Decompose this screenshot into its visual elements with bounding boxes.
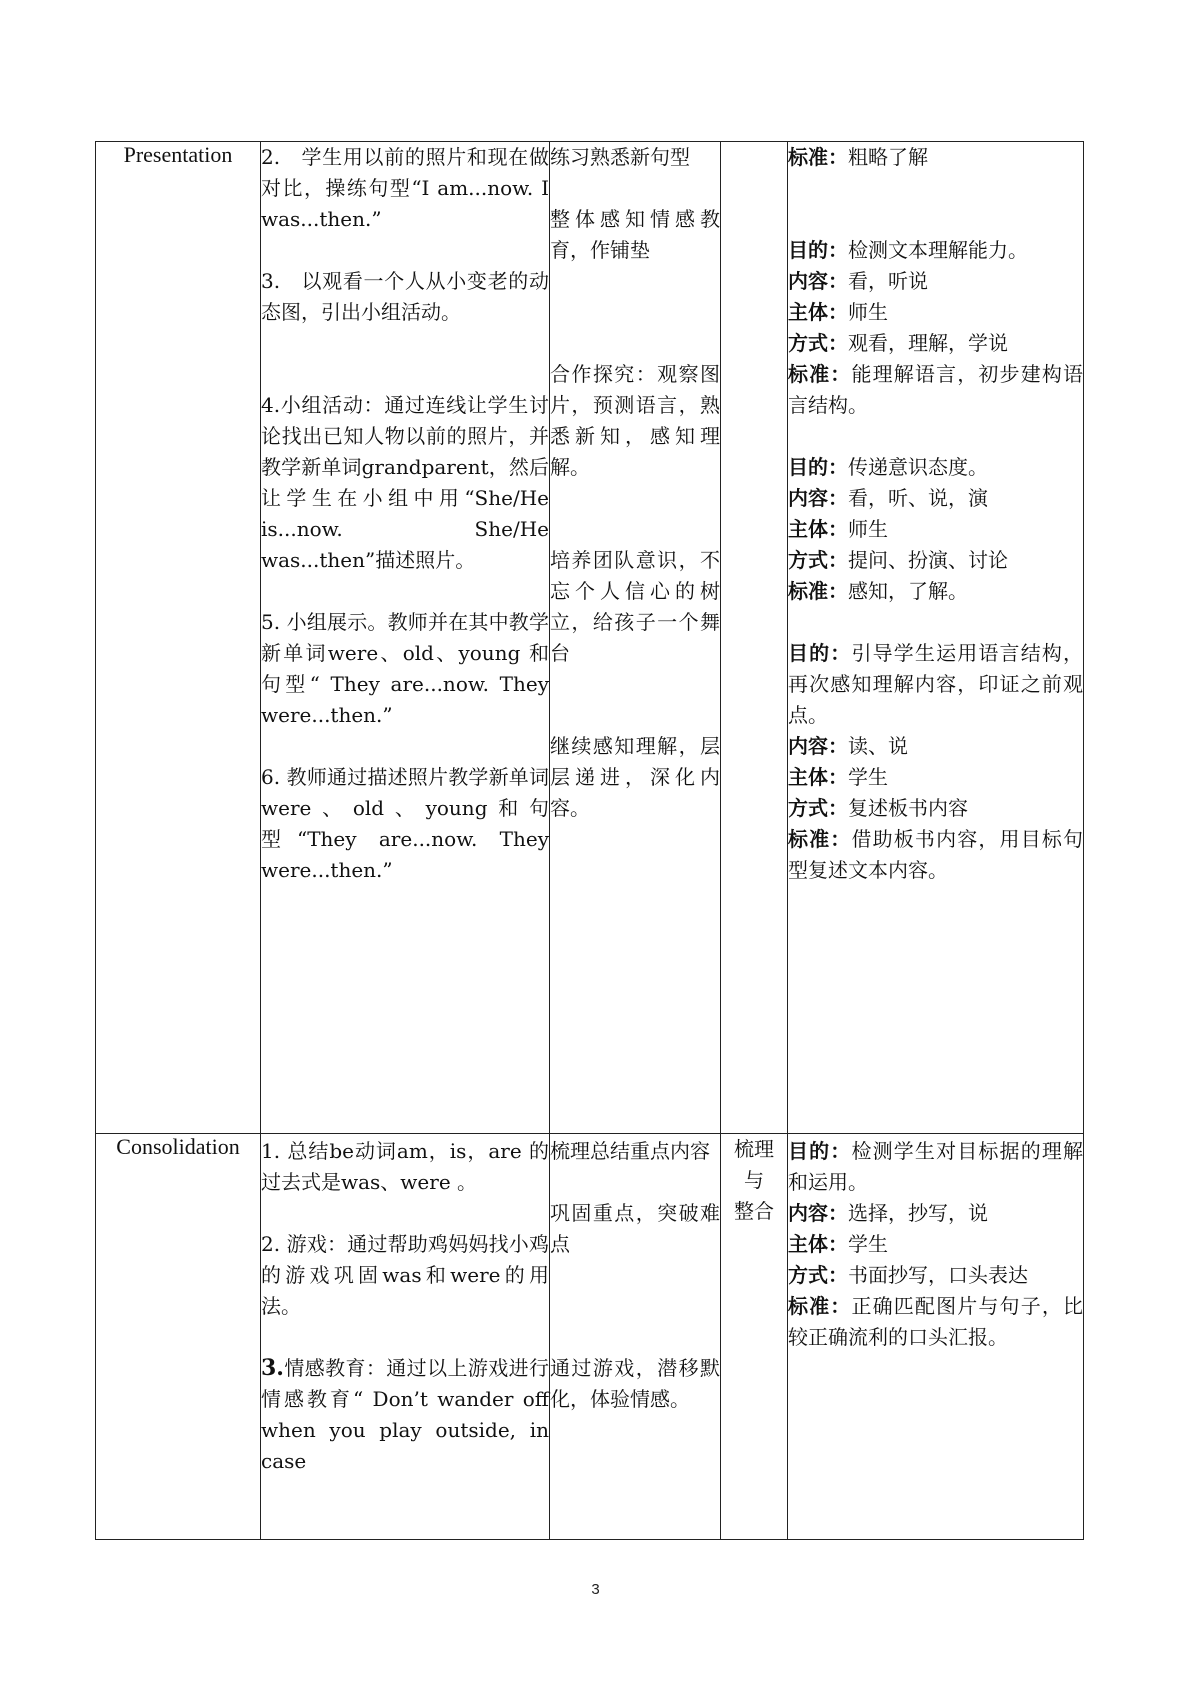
stage-label: Consolidation (116, 1134, 240, 1159)
eval-label: 内容： (788, 734, 848, 758)
eval-block (788, 638, 1083, 886)
purpose-item: 整体感知情感教育，作铺垫 (550, 207, 720, 262)
purpose-item: 通过游戏，潜移默化，体验情感。 (550, 1356, 720, 1411)
eval-value: 感知，了解。 (848, 579, 968, 603)
purpose-item: 继续感知理解，层层递进，深化内容。 (550, 734, 720, 820)
eval-label: 标准： (788, 362, 852, 386)
evaluation-cell (788, 1134, 1084, 1540)
eval-label: 目的： (788, 641, 852, 665)
activity-item: 2. 学生用以前的照片和现在做对比，操练句型“I am...now. I was...then.” (261, 145, 549, 231)
page-number: 3 (591, 1581, 600, 1598)
eval-value: 选择，抄写，说 (848, 1201, 988, 1225)
eval-block (788, 1136, 1083, 1353)
eval-value: 提问、扮演、讨论 (848, 548, 1008, 572)
eval-value: 传递意识态度。 (848, 455, 988, 479)
eval-block (788, 235, 1083, 421)
activity-item: 5. 小组展示。教师并在其中教学新单词were、old、young 和句型“ They are...now. They were...then.” (261, 610, 549, 727)
activities-cell (261, 1134, 550, 1540)
purpose-item: 合作探究：观察图片，预测语言，熟悉新知，感知理解。 (550, 362, 720, 479)
eval-value: 学生 (848, 765, 888, 789)
stage-label: Presentation (123, 142, 233, 167)
activity-item: 4.小组活动：通过连线让学生讨论找出已知人物以前的照片，并教学新单词grandparent，然后让学生在小组中用“She/He is...now. She/He was...then”描述照片。 (261, 393, 549, 572)
lesson-plan-table (95, 141, 1084, 1540)
purpose-item: 培养团队意识，不忘个人信心的树立，给孩子一个舞台 (550, 548, 720, 665)
dimension-text: 与 (744, 1168, 764, 1192)
eval-value: 检测文本理解能力。 (848, 238, 1028, 262)
eval-value: 检测学生对目标据的理解和运用。 (788, 1139, 1084, 1194)
purpose-item: 练习熟悉新句型 (550, 145, 690, 169)
eval-value: 学生 (848, 1232, 888, 1256)
eval-value: 借助板书内容，用目标句型复述文本内容。 (788, 827, 1084, 882)
dimension-cell (721, 142, 788, 1134)
eval-value: 引导学生运用语言结构，再次感知理解内容，印证之前观点。 (788, 641, 1084, 727)
activity-number: 3. (261, 1355, 284, 1381)
eval-label: 标准： (788, 145, 848, 169)
table-row (96, 142, 1084, 1134)
eval-value: 看，听说 (848, 269, 928, 293)
eval-value: 师生 (848, 300, 888, 324)
eval-label: 目的： (788, 1139, 852, 1163)
eval-label: 目的： (788, 238, 848, 262)
eval-label: 主体： (788, 1232, 848, 1256)
activity-item (261, 1353, 549, 1477)
eval-value: 读、说 (848, 734, 908, 758)
activity-item: 3. 以观看一个人从小变老的动态图，引出小组活动。 (261, 269, 549, 324)
purpose-cell (550, 142, 721, 1134)
stage-cell (96, 142, 261, 1134)
eval-label: 目的： (788, 455, 848, 479)
eval-label: 主体： (788, 300, 848, 324)
eval-value: 观看，理解，学说 (848, 331, 1008, 355)
eval-value: 书面抄写，口头表达 (848, 1263, 1028, 1287)
eval-label: 主体： (788, 517, 848, 541)
eval-label: 内容： (788, 1201, 848, 1225)
activity-item: 2. 游戏：通过帮助鸡妈妈找小鸡的游戏巩固was和were的用法。 (261, 1232, 549, 1318)
eval-label: 标准： (788, 579, 848, 603)
evaluation-cell (788, 142, 1084, 1134)
activity-text: 情感教育：通过以上游戏进行情感教育“ Don’t wander off when you play outside, in case (261, 1356, 549, 1473)
dimension-text: 整合 (734, 1199, 774, 1223)
eval-label: 方式： (788, 796, 848, 820)
activity-item: 1. 总结be动词am，is，are 的过去式是was、were 。 (261, 1139, 549, 1194)
purpose-cell (550, 1134, 721, 1540)
eval-value: 粗略了解 (848, 145, 928, 169)
stage-cell (96, 1134, 261, 1540)
eval-block (788, 452, 1083, 607)
eval-label: 主体： (788, 765, 848, 789)
eval-label: 标准： (788, 1294, 852, 1318)
purpose-item: 梳理总结重点内容 (550, 1139, 710, 1163)
dimension-text: 梳理 (734, 1137, 774, 1161)
eval-label: 内容： (788, 269, 848, 293)
eval-value: 能理解语言，初步建构语言结构。 (788, 362, 1084, 417)
eval-value: 师生 (848, 517, 888, 541)
dimension-cell (721, 1134, 788, 1540)
eval-value: 正确匹配图片与句子，比较正确流利的口头汇报。 (788, 1294, 1084, 1349)
eval-label: 方式： (788, 331, 848, 355)
eval-value: 复述板书内容 (848, 796, 968, 820)
eval-label: 方式： (788, 548, 848, 572)
table-row (96, 1134, 1084, 1540)
eval-label: 标准： (788, 827, 852, 851)
purpose-item: 巩固重点，突破难点 (550, 1201, 720, 1256)
activity-item: 6. 教师通过描述照片教学新单词were、old、young和句型“They are...now. They were...then.” (261, 765, 549, 882)
eval-label: 方式： (788, 1263, 848, 1287)
eval-value: 看，听、说，演 (848, 486, 988, 510)
eval-label: 内容： (788, 486, 848, 510)
activities-cell (261, 142, 550, 1134)
